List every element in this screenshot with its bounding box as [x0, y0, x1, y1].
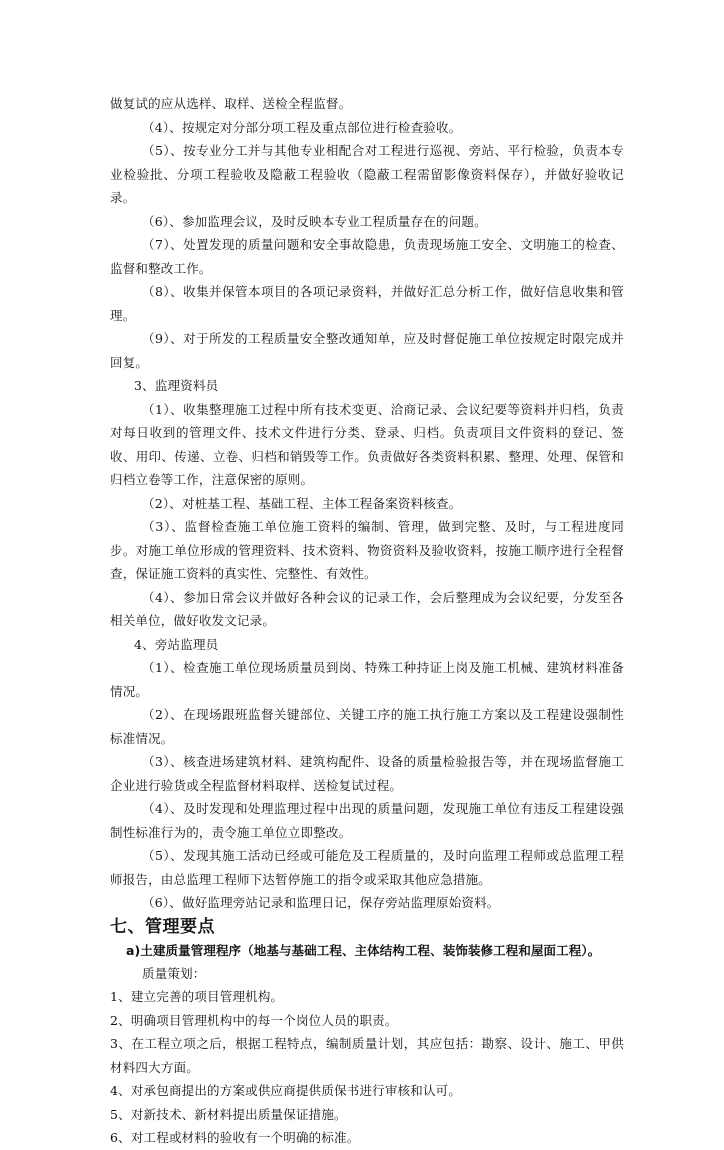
- clerk-duty-4: （4）、参加日常会议并做好各种会议的记录工作，会后整理成为会议纪要，分发至各相关单位，做好收发文记录。: [110, 589, 624, 628]
- list-item: 6、对工程或材料的验收有一个明确的标准。: [110, 1130, 360, 1145]
- role-title-site-supervisor: 4、旁站监理员: [134, 636, 219, 652]
- duty-item-8: （8）、收集并保管本项目的各项记录资料，并做好汇总分析工作，做好信息收集和管理。: [110, 284, 624, 323]
- section-subheading: a)土建质量管理程序（地基与基础工程、主体结构工程、装饰装修工程和屋面工程）。: [126, 942, 601, 958]
- duty-item-7: （7）、处置发现的质量问题和安全事故隐患，负责现场施工安全、文明施工的检查、监督和整改工作。: [110, 237, 624, 276]
- document-page: [110, 92, 624, 1150]
- site-duty-5: （5）、发现其施工活动已经或可能危及工程质量的，及时向监理工程师或总监理工程师报告，由总监理工程师下达暂停施工的指令或采取其他应急措施。: [110, 848, 624, 887]
- list-item: 5、对新技术、新材料提出质量保证措施。: [110, 1106, 347, 1122]
- clerk-duty-2: （2）、对桩基工程、基础工程、主体工程备案资料核查。: [142, 495, 462, 511]
- list-item: 4、对承包商提出的方案或供应商提供质保书进行审核和认可。: [110, 1083, 462, 1098]
- duty-item-9: （9）、对于所发的工程质量安全整改通知单，应及时督促施工单位按规定时限完成并回复。: [110, 331, 624, 370]
- list-item: 1、建立完善的项目管理机构。: [110, 989, 284, 1004]
- duty-item-5: （5）、按专业分工并与其他专业相配合对工程进行巡视、旁站、平行检验，负责本专业检验批、分项工程验收及隐蔽工程验收（隐蔽工程需留影像资料保存），并做好验收记录。: [110, 143, 624, 205]
- list-item: 2、明确项目管理机构中的每一个岗位人员的职责。: [110, 1012, 398, 1028]
- section-intro: 质量策划：: [142, 965, 206, 981]
- site-duty-1: （1）、检查施工单位现场质量员到岗、特殊工种持证上岗及施工机械、建筑材料准备情况。: [110, 660, 624, 699]
- section-heading: 七、管理要点: [110, 916, 215, 937]
- clerk-duty-1: （1）、收集整理施工过程中所有技术变更、洽商记录、会议纪要等资料并归档，负责对每日收到的管理文件、技术文件进行分类、登录、归档。负责项目文件资料的登记、签收、用印、传递、立卷、归档和销毁等工作。负责做好各类资料积累、整理、处理、保管和归档立卷等工作，注意保密的原则。: [110, 401, 624, 487]
- list-item: 3、在工程立项之后，根据工程特点，编制质量计划，其应包括：勘察、设计、施工、甲供材料四大方面。: [110, 1036, 624, 1075]
- paragraph-continuation: 做复试的应从选样、取样、送检全程监督。: [110, 96, 352, 111]
- site-duty-6: （6）、做好监理旁站记录和监理日记，保存旁站监理原始资料。: [142, 895, 500, 910]
- site-duty-2: （2）、在现场跟班监督关键部位、关键工序的施工执行施工方案以及工程建设强制性标准情况。: [110, 707, 624, 746]
- duty-item-4: （4）、按规定对分部分项工程及重点部位进行检查验收。: [142, 119, 462, 135]
- role-title-records-clerk: 3、监理资料员: [134, 378, 219, 393]
- duty-item-6: （6）、参加监理会议，及时反映本专业工程质量存在的问题。: [142, 213, 487, 229]
- site-duty-3: （3）、核查进场建筑材料、建筑构配件、设备的质量检验报告等，并在现场监督施工企业进行验货或全程监督材料取样、送检复试过程。: [110, 754, 624, 793]
- site-duty-4: （4）、及时发现和处理监理过程中出现的质量问题，发现施工单位有违反工程建设强制性标准行为的，责令施工单位立即整改。: [110, 801, 624, 840]
- clerk-duty-3: （3）、监督检查施工单位施工资料的编制、管理，做到完整、及时，与工程进度同步。对施工单位形成的管理资料、技术资料、物资资料及验收资料，按施工顺序进行全程督查，保证施工资料的真实性、完整性、有效性。: [110, 519, 624, 581]
